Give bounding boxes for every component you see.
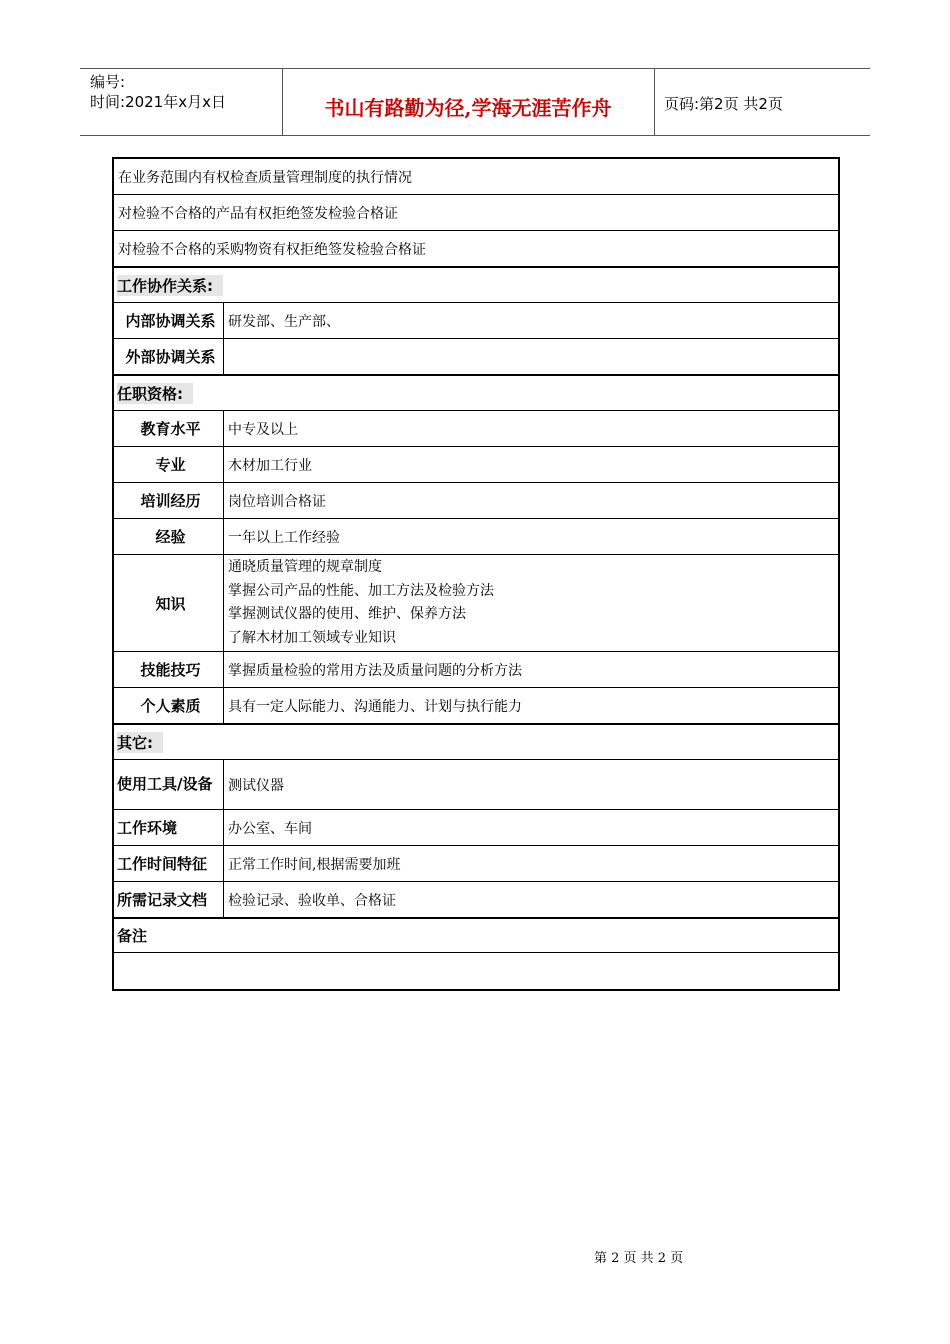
training-row bbox=[114, 483, 838, 519]
header-bottom-rule bbox=[80, 135, 870, 136]
notes-title: 备注 bbox=[117, 927, 148, 945]
training-label: 培训经历 bbox=[114, 483, 224, 518]
knowledge-item: 掌握测试仪器的使用、维护、保养方法 bbox=[228, 606, 466, 622]
notes-value bbox=[114, 953, 838, 989]
environment-row bbox=[114, 810, 838, 846]
environment-label: 工作环境 bbox=[114, 810, 224, 845]
work-time-row bbox=[114, 846, 838, 882]
personal-quality-row bbox=[114, 688, 838, 725]
knowledge-item: 了解木材加工领域专业知识 bbox=[228, 629, 396, 646]
knowledge-label: 知识 bbox=[114, 555, 224, 651]
job-description-table bbox=[112, 157, 840, 991]
records-label: 所需记录文档 bbox=[114, 882, 224, 917]
experience-label: 经验 bbox=[114, 519, 224, 554]
major-value: 木材加工行业 bbox=[228, 457, 312, 474]
duty-row bbox=[114, 159, 838, 195]
internal-coordination-label: 内部协调关系 bbox=[114, 303, 224, 338]
personal-quality-label: 个人素质 bbox=[114, 688, 224, 723]
cooperation-title: 工作协作关系: bbox=[117, 275, 223, 296]
environment-value: 办公室、车间 bbox=[228, 820, 312, 837]
skills-row bbox=[114, 652, 838, 688]
knowledge-item: 通晓质量管理的规章制度 bbox=[228, 559, 382, 575]
work-time-value: 正常工作时间,根据需要加班 bbox=[228, 856, 401, 873]
qualifications-section-header bbox=[114, 376, 838, 411]
header-page-number: 页码:第2页 共2页 bbox=[664, 95, 783, 113]
internal-coordination-value: 研发部、生产部、 bbox=[228, 313, 340, 330]
tools-label: 使用工具/设备 bbox=[114, 760, 224, 809]
document-number-label: 编号: bbox=[90, 73, 126, 91]
footer-page-number: 第 2 页 共 2 页 bbox=[594, 1251, 684, 1266]
document-date-label: 时间:2021年x月x日 bbox=[90, 93, 226, 111]
duty-text: 对检验不合格的产品有权拒绝签发检验合格证 bbox=[118, 205, 398, 222]
other-section-header bbox=[114, 725, 838, 760]
other-title: 其它: bbox=[117, 732, 163, 753]
header-top-rule bbox=[80, 68, 870, 69]
records-value: 检验记录、验收单、合格证 bbox=[228, 892, 396, 909]
tools-row bbox=[114, 760, 838, 810]
major-label: 专业 bbox=[114, 447, 224, 482]
external-coordination-row bbox=[114, 339, 838, 376]
notes-section-header bbox=[114, 919, 838, 953]
header-motto: 书山有路勤为径,学海无涯苦作舟 bbox=[324, 96, 612, 120]
knowledge-item: 掌握公司产品的性能、加工方法及检验方法 bbox=[228, 582, 494, 599]
duty-row bbox=[114, 195, 838, 231]
knowledge-row bbox=[114, 555, 838, 652]
experience-value: 一年以上工作经验 bbox=[228, 529, 340, 546]
notes-row bbox=[114, 953, 838, 989]
skills-value: 掌握质量检验的常用方法及质量问题的分析方法 bbox=[228, 662, 522, 679]
training-value: 岗位培训合格证 bbox=[228, 493, 326, 510]
cooperation-section-header bbox=[114, 268, 838, 303]
tools-value: 测试仪器 bbox=[228, 777, 284, 794]
header-divider-right bbox=[654, 68, 655, 135]
internal-coordination-row bbox=[114, 303, 838, 339]
education-value: 中专及以上 bbox=[228, 421, 298, 438]
duty-row bbox=[114, 231, 838, 268]
experience-row bbox=[114, 519, 838, 555]
records-row bbox=[114, 882, 838, 919]
qualifications-title: 任职资格: bbox=[117, 383, 193, 404]
work-time-label: 工作时间特征 bbox=[114, 846, 224, 881]
major-row bbox=[114, 447, 838, 483]
duty-text: 对检验不合格的采购物资有权拒绝签发检验合格证 bbox=[118, 241, 426, 258]
education-row bbox=[114, 411, 838, 447]
external-coordination-value bbox=[224, 339, 838, 374]
knowledge-list bbox=[224, 555, 838, 651]
header-meta bbox=[90, 72, 226, 112]
personal-quality-value: 具有一定人际能力、沟通能力、计划与执行能力 bbox=[228, 698, 522, 715]
education-label: 教育水平 bbox=[114, 411, 224, 446]
skills-label: 技能技巧 bbox=[114, 652, 224, 687]
external-coordination-label: 外部协调关系 bbox=[114, 339, 224, 374]
duty-text: 在业务范围内有权检查质量管理制度的执行情况 bbox=[118, 169, 412, 186]
